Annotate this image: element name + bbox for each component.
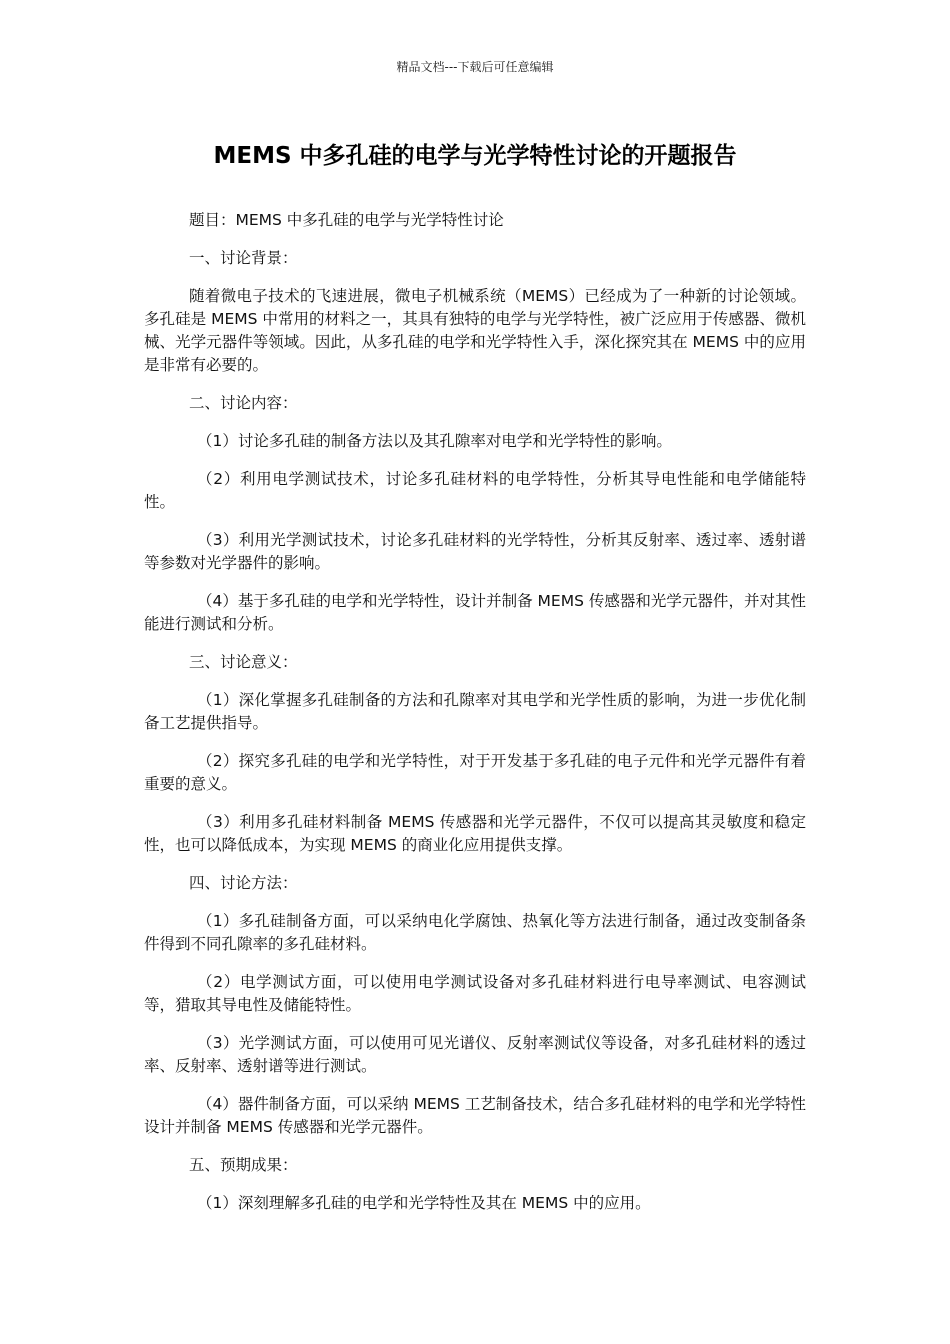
outcome-item: （1）深刻理解多孔硅的电学和光学特性及其在 MEMS 中的应用。 bbox=[197, 1194, 651, 1212]
section-heading-outcomes: 五、预期成果： bbox=[189, 1156, 298, 1174]
method-item: （2）电学测试方面，可以使用电学测试设备对多孔硅材料进行电导率测试、电容测试等，猎取其导电性及储能特性。 bbox=[144, 973, 806, 1014]
document-title: MEMS 中多孔硅的电学与光学特性讨论的开题报告 bbox=[213, 143, 737, 169]
content-item: （4）基于多孔硅的电学和光学特性，设计并制备 MEMS 传感器和光学元器件，并对其性能进行测试和分析。 bbox=[144, 592, 806, 633]
header-note: 精品文档---下载后可任意编辑 bbox=[396, 60, 554, 74]
significance-item: （3）利用多孔硅材料制备 MEMS 传感器和光学元器件，不仅可以提高其灵敏度和稳定性，也可以降低成本，为实现 MEMS 的商业化应用提供支撑。 bbox=[144, 813, 806, 854]
content-item: （1）讨论多孔硅的制备方法以及其孔隙率对电学和光学特性的影响。 bbox=[197, 432, 672, 450]
content-item: （2）利用电学测试技术，讨论多孔硅材料的电学特性，分析其导电性能和电学储能特性。 bbox=[144, 470, 806, 511]
document-body bbox=[144, 209, 806, 1230]
significance-item: （1）深化掌握多孔硅制备的方法和孔隙率对其电学和光学性质的影响，为进一步优化制备工艺提供指导。 bbox=[144, 691, 806, 732]
content-item: （3）利用光学测试技术，讨论多孔硅材料的光学特性，分析其反射率、透过率、透射谱等参数对光学器件的影响。 bbox=[144, 531, 806, 572]
method-item: （4）器件制备方面，可以采纳 MEMS 工艺制备技术，结合多孔硅材料的电学和光学特性设计并制备 MEMS 传感器和光学元器件。 bbox=[144, 1095, 806, 1136]
section-heading-background: 一、讨论背景： bbox=[189, 249, 298, 267]
topic-line: 题目：MEMS 中多孔硅的电学与光学特性讨论 bbox=[189, 211, 504, 229]
method-item: （1）多孔硅制备方面，可以采纳电化学腐蚀、热氧化等方法进行制备，通过改变制备条件得到不同孔隙率的多孔硅材料。 bbox=[144, 912, 806, 953]
significance-item: （2）探究多孔硅的电学和光学特性，对于开发基于多孔硅的电子元件和光学元器件有着重要的意义。 bbox=[144, 752, 806, 793]
background-paragraph: 随着微电子技术的飞速进展，微电子机械系统（MEMS）已经成为了一种新的讨论领域。多孔硅是 MEMS 中常用的材料之一，其具有独特的电学与光学特性，被广泛应用于传感器、微机械、光学元器件等领域。因此，从多孔硅的电学和光学特性入手，深化探究其在 MEMS 中的应用是非常有必要的。 bbox=[144, 287, 806, 374]
section-heading-significance: 三、讨论意义： bbox=[189, 653, 298, 671]
method-item: （3）光学测试方面，可以使用可见光谱仪、反射率测试仪等设备，对多孔硅材料的透过率、反射率、透射谱等进行测试。 bbox=[144, 1034, 806, 1075]
section-heading-content: 二、讨论内容： bbox=[189, 394, 298, 412]
section-heading-methods: 四、讨论方法： bbox=[189, 874, 298, 892]
